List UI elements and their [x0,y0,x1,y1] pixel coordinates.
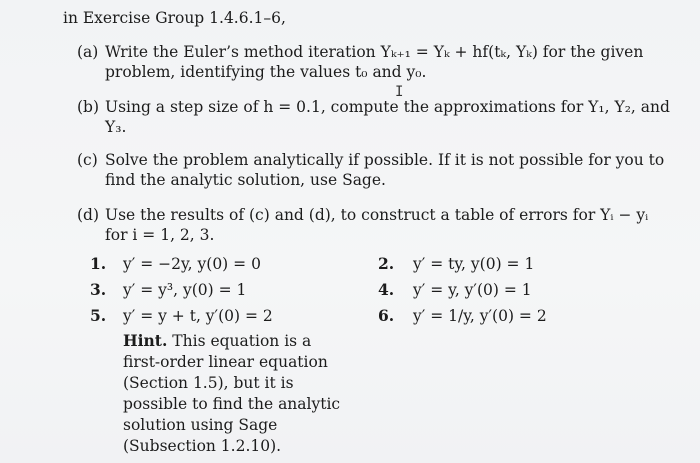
text-cursor-icon: I [395,84,404,100]
exercise-2-equation: y′ = ty, y(0) = 1 [413,255,535,273]
part-b-line-1: Using a step size of h = 0.1, compute the approximations for Y₁, Y₂, and [105,98,670,116]
hint-line: first-order linear equation [123,353,328,371]
hint-first-line [123,331,311,351]
exercise-1-equation: y′ = −2y, y(0) = 0 [123,255,261,273]
exercise-4-number: 4. [378,280,395,299]
part-a-line-2: problem, identifying the values t₀ and y₀. [105,63,427,81]
part-d-line-2: for i = 1, 2, 3. [105,226,215,244]
hint-title: Hint. [123,331,168,350]
exercise-6-number: 6. [378,306,395,325]
intro-line: in Exercise Group 1.4.6.1–6, [63,9,286,27]
exercise-2-number: 2. [378,254,395,273]
part-d-label: (d) [77,206,100,224]
part-c-label: (c) [77,151,98,169]
exercise-6-equation: y′ = 1/y, y′(0) = 2 [413,307,547,325]
part-d-line-1: Use the results of (c) and (d), to construct a table of errors for Yᵢ − yᵢ [105,206,649,224]
exercise-3-equation: y′ = y³, y(0) = 1 [123,281,247,299]
exercise-1-number: 1. [90,254,107,273]
part-b-label: (b) [77,98,100,116]
part-c-line-2: find the analytic solution, use Sage. [105,171,386,189]
exercise-5-equation: y′ = y + t, y′(0) = 2 [123,307,273,325]
exercise-3-number: 3. [90,280,107,299]
hint-line: (Subsection 1.2.10). [123,437,282,455]
part-c-line-1: Solve the problem analytically if possible. If it is not possible for you to [105,151,665,169]
hint-line: possible to find the analytic [123,395,341,413]
exercise-4-equation: y′ = y, y′(0) = 1 [413,281,532,299]
exercise-5-number: 5. [90,306,107,325]
hint-line: (Section 1.5), but it is [123,374,294,392]
hint-line: solution using Sage [123,416,278,434]
part-b-line-2: Y₃. [105,118,127,136]
part-a-line-1: Write the Euler’s method iteration Yₖ₊₁ = Yₖ + hf(tₖ, Yₖ) for the given [105,43,644,61]
hint-line: This equation is a [172,332,312,350]
part-a-label: (a) [77,43,99,61]
